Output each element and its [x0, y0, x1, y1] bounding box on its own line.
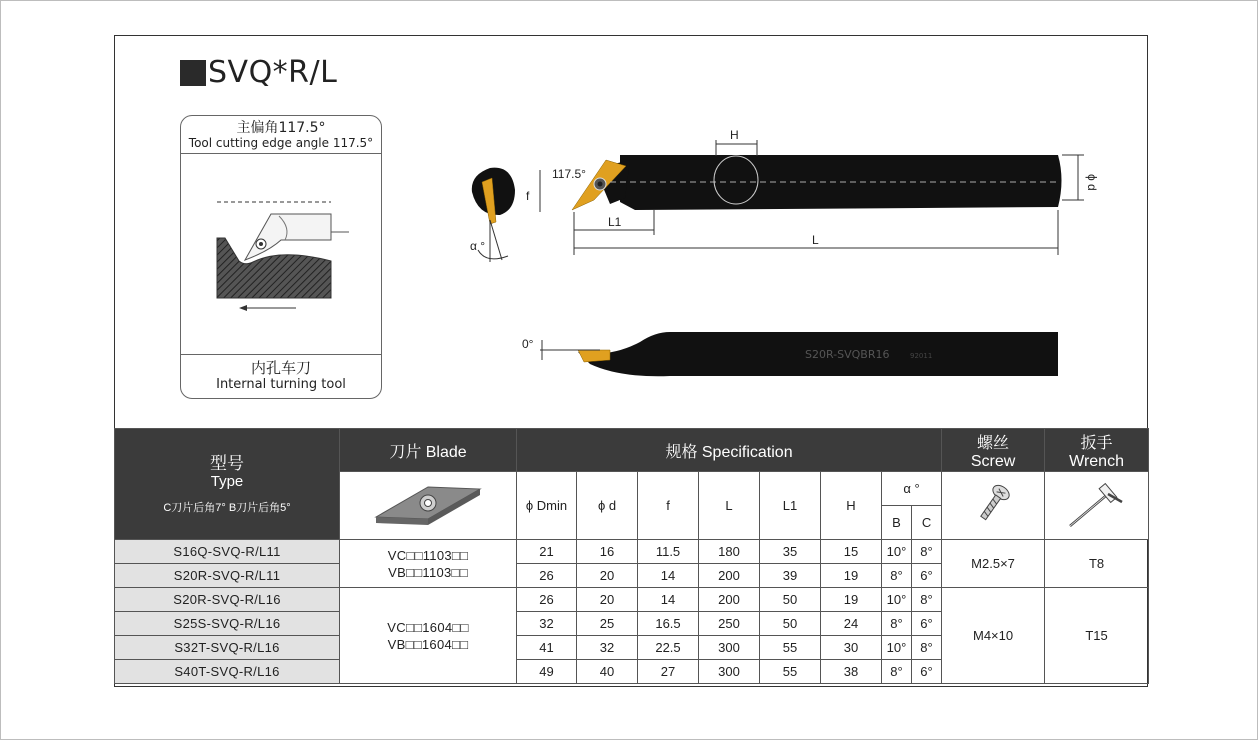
d-cell: 20 [577, 564, 638, 588]
alpha-b-cell: 8° [882, 660, 912, 684]
blade-header: 刀片 Blade [340, 429, 517, 472]
blade-line-2: VB□□1103□□ [388, 564, 468, 580]
f-cell: 11.5 [638, 540, 699, 564]
blade-cell [340, 540, 517, 588]
h-cell: 30 [821, 636, 882, 660]
alpha-c-cell: 8° [912, 588, 942, 612]
screw-image-cell [942, 472, 1045, 540]
title-square-icon [180, 60, 206, 86]
col-alpha: α ° [882, 472, 942, 506]
spec-header: 规格 Specification [517, 429, 942, 472]
alpha-b-cell: 10° [882, 588, 912, 612]
f-cell: 22.5 [638, 636, 699, 660]
alpha-c-cell: 6° [912, 660, 942, 684]
alpha-dim: α ° [470, 239, 486, 253]
l-cell: 300 [699, 636, 760, 660]
model-cell: S16Q-SVQ-R/L11 [115, 540, 340, 564]
f-cell: 16.5 [638, 612, 699, 636]
blade-line-1: VC□□1103□□ [387, 547, 469, 563]
col-alpha-c: C [912, 506, 942, 540]
dmin-cell: 32 [517, 612, 577, 636]
wrench-cell: T15 [1045, 588, 1149, 684]
col-h: H [821, 472, 882, 540]
l1-cell: 35 [760, 540, 821, 564]
model-cell: S40T-SVQ-R/L16 [115, 660, 340, 684]
l1-dim: L1 [608, 215, 622, 229]
screw-cell: M4×10 [942, 588, 1045, 684]
alpha-b-cell: 8° [882, 612, 912, 636]
screw-icon [963, 478, 1023, 530]
internal-turning-illustration [181, 156, 381, 356]
alpha-c-cell: 6° [912, 564, 942, 588]
blade-line-1: VC□□1604□□ [387, 619, 469, 635]
d-cell: 20 [577, 588, 638, 612]
col-f: f [638, 472, 699, 540]
specification-table [114, 428, 1149, 684]
screw-zh: 螺丝 [977, 434, 1010, 452]
d-dim: ϕ d [1085, 174, 1099, 191]
dmin-cell: 41 [517, 636, 577, 660]
l1-cell: 50 [760, 612, 821, 636]
screw-en: Screw [970, 452, 1016, 470]
h-cell: 19 [821, 564, 882, 588]
col-l: L [699, 472, 760, 540]
alpha-b-cell: 10° [882, 540, 912, 564]
alpha-b-cell: 10° [882, 636, 912, 660]
diagram-header [181, 116, 381, 154]
cutting-diagram-box [180, 115, 382, 399]
l1-cell: 50 [760, 588, 821, 612]
type-header [115, 429, 340, 540]
type-zh: 型号 [210, 453, 244, 473]
end-view [470, 168, 515, 262]
wrench-en: Wrench [1069, 452, 1124, 470]
model-cell: S20R-SVQ-R/L16 [115, 588, 340, 612]
tool-technical-drawing [460, 120, 1100, 390]
alpha-b-cell: 8° [882, 564, 912, 588]
blade-line-2: VB□□1604□□ [387, 636, 469, 652]
l1-cell: 55 [760, 636, 821, 660]
f-cell: 14 [638, 564, 699, 588]
blade-image-cell [340, 472, 517, 540]
h-dim: H [730, 128, 739, 142]
model-cell: S25S-SVQ-R/L16 [115, 612, 340, 636]
angle-label-en: Tool cutting edge angle 117.5° [188, 136, 374, 150]
zero-dim: 0° [522, 337, 534, 351]
wrench-icon [1062, 476, 1132, 532]
f-cell: 27 [638, 660, 699, 684]
wrench-zh: 扳手 [1080, 434, 1113, 452]
d-cell: 40 [577, 660, 638, 684]
table-row [115, 588, 1149, 612]
l-cell: 200 [699, 588, 760, 612]
alpha-c-cell: 6° [912, 612, 942, 636]
d-cell: 16 [577, 540, 638, 564]
top-view [526, 128, 1099, 255]
angle-dim: 117.5° [552, 167, 586, 181]
d-cell: 25 [577, 612, 638, 636]
l-cell: 300 [699, 660, 760, 684]
model-cell: S20R-SVQ-R/L11 [115, 564, 340, 588]
l-cell: 250 [699, 612, 760, 636]
l1-cell: 39 [760, 564, 821, 588]
wrench-image-cell [1045, 472, 1149, 540]
wrench-cell: T8 [1045, 540, 1149, 588]
wrench-header [1045, 429, 1149, 472]
alpha-c-cell: 8° [912, 540, 942, 564]
type-en: Type [210, 472, 244, 490]
screw-cell: M2.5×7 [942, 540, 1045, 588]
page-title [180, 55, 337, 90]
l-cell: 180 [699, 540, 760, 564]
h-cell: 24 [821, 612, 882, 636]
tool-label-zh: 内孔车刀 [250, 359, 311, 377]
f-cell: 14 [638, 588, 699, 612]
table-row [115, 540, 1149, 564]
l1-cell: 55 [760, 660, 821, 684]
dmin-cell: 21 [517, 540, 577, 564]
col-l1: L1 [760, 472, 821, 540]
shank-marking-2: 92011 [910, 352, 933, 360]
d-cell: 32 [577, 636, 638, 660]
tool-label-en: Internal turning tool [216, 377, 346, 392]
model-cell: S32T-SVQ-R/L16 [115, 636, 340, 660]
header-row-1 [115, 429, 1149, 472]
col-d: ϕ d [577, 472, 638, 540]
type-note: C刀片后角7° B刀片后角5° [163, 501, 291, 514]
blade-insert-icon [368, 477, 488, 532]
dmin-cell: 26 [517, 588, 577, 612]
col-dmin: ϕ Dmin [517, 472, 577, 540]
col-alpha-b: B [882, 506, 912, 540]
shank-marking: S20R-SVQBR16 [805, 348, 890, 361]
diagram-footer [181, 354, 381, 398]
title-text: SVQ*R/L [208, 55, 338, 90]
l-cell: 200 [699, 564, 760, 588]
blade-cell [340, 588, 517, 684]
screw-header [942, 429, 1045, 472]
dmin-cell: 49 [517, 660, 577, 684]
dmin-cell: 26 [517, 564, 577, 588]
h-cell: 38 [821, 660, 882, 684]
h-cell: 15 [821, 540, 882, 564]
l-dim: L [812, 233, 819, 247]
alpha-c-cell: 8° [912, 636, 942, 660]
h-cell: 19 [821, 588, 882, 612]
angle-label-zh: 主偏角117.5° [236, 120, 326, 136]
side-view [522, 332, 1058, 376]
f-dim: f [526, 189, 530, 203]
